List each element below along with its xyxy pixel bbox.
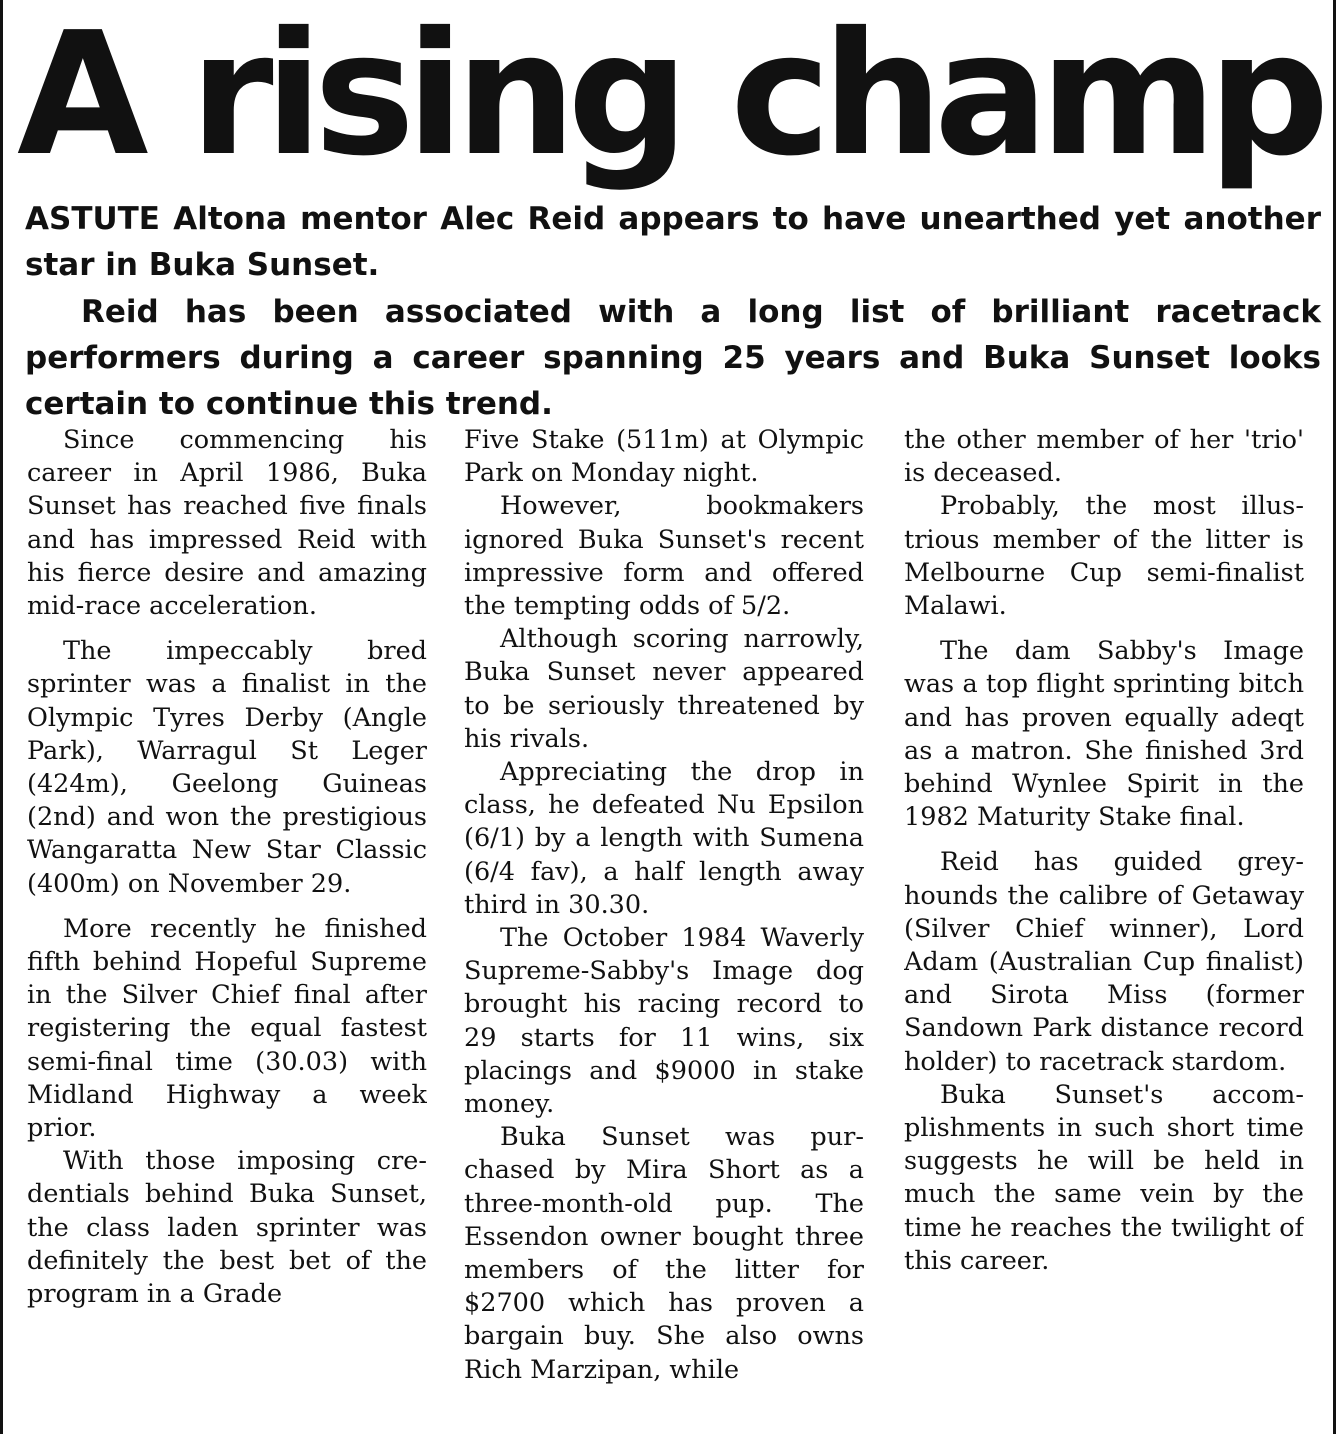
body-paragraph: Five Stake (511m) at Olympic Park on Monday night. <box>464 425 864 489</box>
article-column-1 <box>27 424 427 1429</box>
intro-paragraph: Reid has been associated with a long list of brilliant racetrack performers during a career spanning 25 years and Buka Sunset looks certain to continue this trend. <box>25 294 1321 422</box>
intro-paragraph: ASTUTE Altona mentor Alec Reid appears to have unearthed yet another star in Buka Sunset. <box>25 201 1321 283</box>
headline: A rising champ <box>17 0 1321 194</box>
body-paragraph: The impeccably bred sprinter was a finalist in the Olympic Tyres Derby (Angle Park), Warragul St Leger (424m), Geelong Guineas (2nd) and won the prestigious Wangaratta New Star Classic (400m) on November 29. <box>27 636 427 899</box>
body-paragraph: More recently he finished fifth behind Hopeful Supreme in the Silver Chief final after registering the equal fastest semi-final time (30.03) with Midland Highway a week prior. <box>27 913 427 1144</box>
body-paragraph: Since commencing his career in April 1986, Buka Sunset has reached five finals and has impressed Reid with his fierce desire and amazing mid-race acceleration. <box>27 425 427 622</box>
article-column-3 <box>904 424 1304 1429</box>
body-paragraph: Buka Sunset's accomplishments in such short time suggests he will be held in much the same vein by the time he reaches the twilight of this career. <box>904 1079 1304 1276</box>
body-paragraph: The dam Sabby's Image was a top flight sprinting bitch and has proven equally adeqt as a matron. She finished 3rd behind Wynlee Spirit in the 1982 Maturity Stake final. <box>904 636 1304 833</box>
body-paragraph: the other member of her 'trio' is deceased. <box>904 425 1304 489</box>
body-paragraph: The October 1984 Waverly Supreme-Sabby's Image dog brought his racing record to 29 starts for 11 wins, six placings and $9000 in stake money. <box>464 923 864 1120</box>
body-paragraph: Buka Sunset was purchased by Mira Short as a three-month-old pup. The Essendon owner bought three members of the litter for $2700 which has proven a bargain buy. She also owns Rich Marzipan, while <box>464 1122 864 1385</box>
body-paragraph: Probably, the most illustrious member of the litter is Melbourne Cup semi-finalist Malawi. <box>904 491 1304 622</box>
article-column-2 <box>464 424 864 1429</box>
body-paragraph: Appreciating the drop in class, he defeated Nu Epsilon (6/1) by a length with Sumena (6/4 fav), a half length away third in 30.30. <box>464 757 864 920</box>
body-paragraph: With those imposing credentials behind Buka Sunset, the class laden sprinter was definitely the best bet of the program in a Grade <box>27 1146 427 1310</box>
body-paragraph: Reid has guided greyhounds the calibre of Getaway (Silver Chief winner), Lord Adam (Australian Cup finalist) and Sirota Miss (former Sandown Park distance record holder) to racetrack stardom. <box>904 847 1304 1077</box>
body-paragraph: Although scoring narrowly, Buka Sunset never appeared to be seriously threatened by his rivals. <box>464 624 864 754</box>
body-paragraph: However, bookmakers ignored Buka Sunset's recent impressive form and offered the tempting odds of 5/2. <box>464 491 864 622</box>
